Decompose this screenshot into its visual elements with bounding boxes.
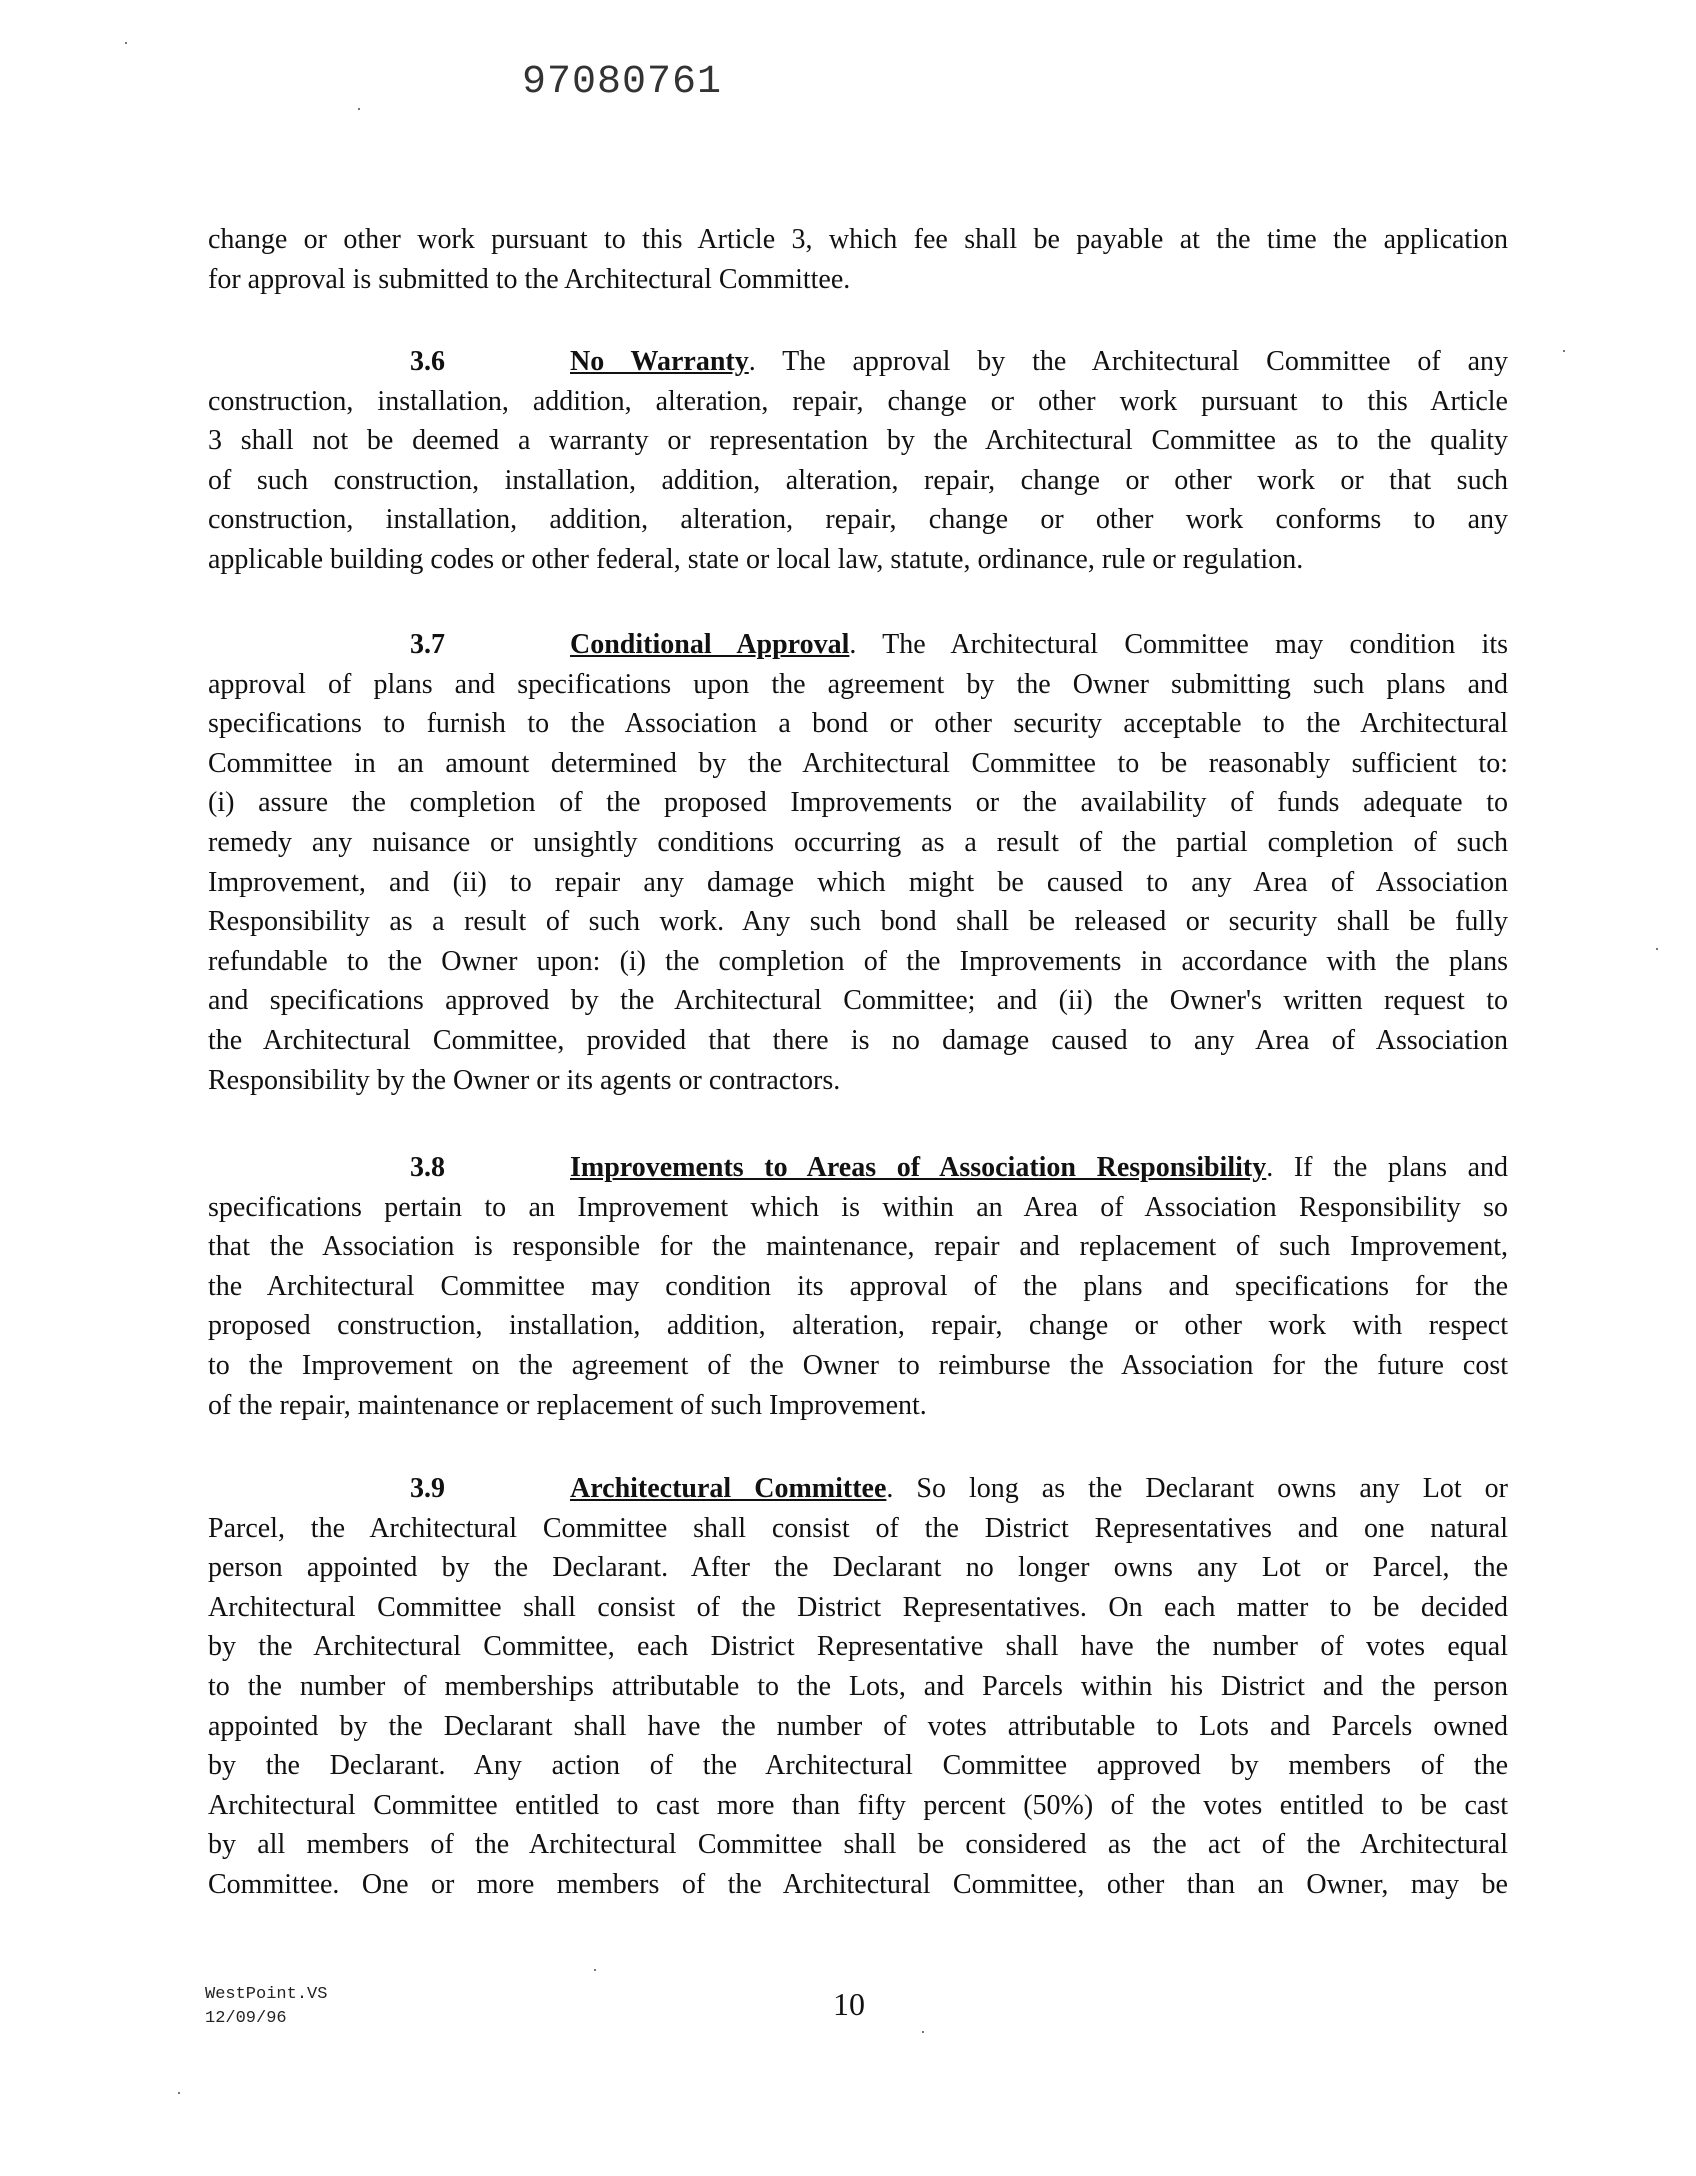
- footer-filename: WestPoint.VS: [205, 1985, 328, 2004]
- section-3-8: [208, 1148, 1508, 1425]
- text-line: applicable building codes or other federal, state or local law, statute, ordinance, rule or regulation.: [208, 543, 1304, 575]
- text-line: Responsibility as a result of such work. Any such bond shall be released or security shall be fully: [208, 906, 1508, 938]
- text-line: for approval is submitted to the Architectural Committee.: [208, 263, 851, 295]
- text-line: Architectural Committee shall consist of the District Representatives. On each matter to be decided: [208, 1591, 1508, 1623]
- text-line: the Architectural Committee may condition its approval of the plans and specifications for the: [208, 1270, 1508, 1302]
- scan-speck: [178, 2092, 180, 2094]
- scan-speck: [1656, 948, 1658, 950]
- text-line: Responsibility by the Owner or its agents or contractors.: [208, 1064, 841, 1096]
- text-line: 3 shall not be deemed a warranty or representation by the Architectural Committee as to the quality: [208, 425, 1508, 457]
- text-line: the Architectural Committee, provided that there is no damage caused to any Area of Association: [208, 1024, 1508, 1056]
- section-text: . If the plans and: [1266, 1152, 1509, 1183]
- page-number: 10: [833, 1986, 865, 2022]
- text-line: by the Architectural Committee, each District Representative shall have the number of votes equal: [208, 1631, 1508, 1663]
- footer-file-info: [205, 1983, 327, 2031]
- text-line: approval of plans and specifications upon the agreement by the Owner submitting such plans and: [208, 668, 1508, 700]
- text-line: by all members of the Architectural Committee shall be considered as the act of the Architectural: [208, 1829, 1508, 1861]
- section-text: . The approval by the Architectural Committee of any: [748, 346, 1508, 377]
- section-3-6: [208, 342, 1508, 580]
- text-line: person appointed by the Declarant. After the Declarant no longer owns any Lot or Parcel, the: [208, 1552, 1508, 1584]
- text-line: Committee. One or more members of the Architectural Committee, other than an Owner, may be: [208, 1868, 1508, 1900]
- section-text: . So long as the Declarant owns any Lot or: [886, 1473, 1509, 1504]
- text-line: construction, installation, addition, alteration, repair, change or other work conforms to any: [208, 504, 1508, 536]
- text-line: specifications pertain to an Improvement which is within an Area of Association Responsibility so: [208, 1191, 1508, 1223]
- text-line: that the Association is responsible for the maintenance, repair and replacement of such Improvement,: [208, 1231, 1508, 1263]
- scan-speck: [358, 108, 360, 110]
- text-line: specifications to furnish to the Association a bond or other security acceptable to the Architectural: [208, 708, 1508, 740]
- text-line: to the number of memberships attributable to the Lots, and Parcels within his District and the person: [208, 1670, 1508, 1702]
- text-line: Parcel, the Architectural Committee shall consist of the District Representatives and one natural: [208, 1512, 1508, 1544]
- section-title: No Warranty: [570, 346, 749, 377]
- text-line: construction, installation, addition, alteration, repair, change or other work pursuant to this Article: [208, 385, 1508, 417]
- text-line: by the Declarant. Any action of the Architectural Committee approved by members of the: [208, 1750, 1508, 1782]
- text-line: remedy any nuisance or unsightly conditions occurring as a result of the partial completion of such: [208, 826, 1508, 858]
- text-line: proposed construction, installation, addition, alteration, repair, change or other work with respect: [208, 1310, 1508, 1342]
- scan-speck: [922, 2031, 924, 2033]
- text-line: of such construction, installation, addition, alteration, repair, change or other work or that such: [208, 464, 1508, 496]
- text-line: to the Improvement on the agreement of the Owner to reimburse the Association for the future cost: [208, 1349, 1508, 1381]
- intro-paragraph: [208, 220, 1508, 299]
- section-3-9: [208, 1469, 1508, 1905]
- section-number: 3.9: [410, 1473, 445, 1504]
- text-line: of the repair, maintenance or replacement of such Improvement.: [208, 1389, 927, 1421]
- text-line: Committee in an amount determined by the Architectural Committee to be reasonably sufficient to:: [208, 747, 1508, 779]
- section-title: Architectural Committee: [570, 1473, 887, 1504]
- text-line: and specifications approved by the Architectural Committee; and (ii) the Owner's written request to: [208, 985, 1508, 1017]
- section-title: Conditional Approval: [570, 629, 850, 660]
- section-number: 3.7: [410, 629, 445, 660]
- section-3-7: [208, 625, 1508, 1100]
- section-number: 3.6: [410, 346, 445, 377]
- text-line: appointed by the Declarant shall have the number of votes attributable to Lots and Parcels owned: [208, 1710, 1508, 1742]
- scan-speck: [125, 42, 127, 44]
- scan-speck: [1563, 350, 1565, 352]
- document-number-stamp: 97080761: [522, 60, 723, 105]
- footer-date: 12/09/96: [205, 2009, 287, 2028]
- scan-speck: [594, 1969, 596, 1971]
- section-text: . The Architectural Committee may condition its: [849, 629, 1508, 660]
- text-line: Improvement, and (ii) to repair any damage which might be caused to any Area of Association: [208, 866, 1508, 898]
- text-line: Architectural Committee entitled to cast more than fifty percent (50%) of the votes entitled to be cast: [208, 1789, 1508, 1821]
- text-line: refundable to the Owner upon: (i) the completion of the Improvements in accordance with the plans: [208, 945, 1508, 977]
- text-line: (i) assure the completion of the proposed Improvements or the availability of funds adequate to: [208, 787, 1508, 819]
- text-line: change or other work pursuant to this Article 3, which fee shall be payable at the time the application: [208, 224, 1508, 255]
- section-title: Improvements to Areas of Association Responsibility: [570, 1152, 1267, 1183]
- section-number: 3.8: [410, 1152, 445, 1183]
